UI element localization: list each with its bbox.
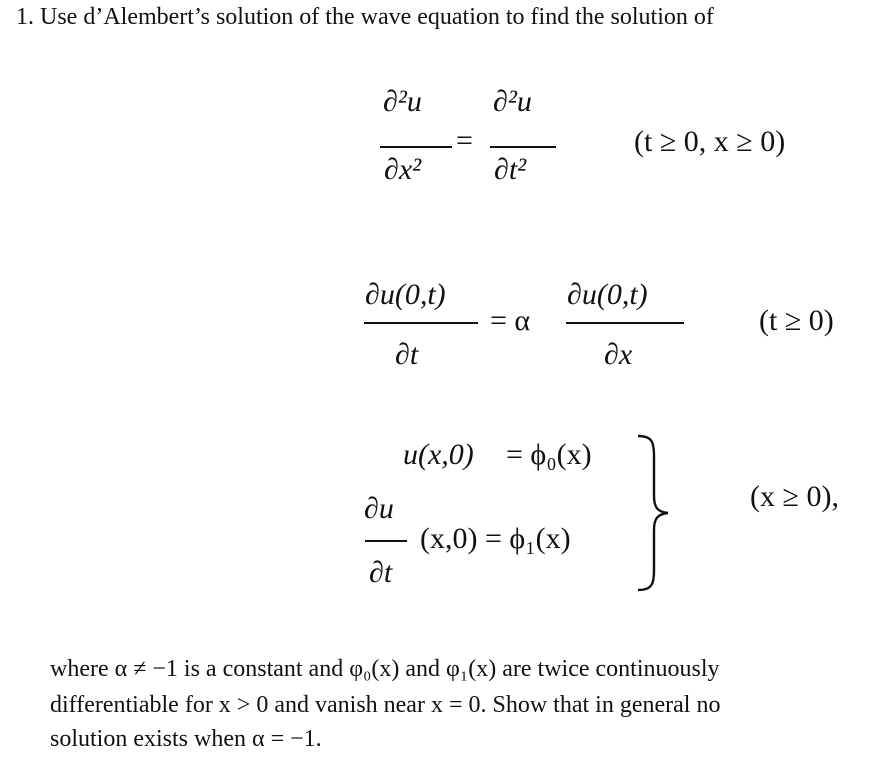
eq3-line1-rhs: = ϕ₀(x) (506, 438, 592, 471)
eq1-rhs-numerator: ∂²u (493, 85, 532, 118)
eq1-condition: (t ≥ 0, x ≥ 0) (634, 125, 786, 158)
problem-intro: Use d’Alembert’s solution of the wave equation to find the solution of (40, 4, 714, 30)
eq2-rhs-numerator: ∂u(0,t) (567, 278, 648, 311)
problem-statement (16, 4, 714, 31)
eq3-line2-denominator: ∂t (369, 556, 393, 589)
problem-number: 1. (16, 4, 34, 30)
eq3-line2-rest: (x,0) = ϕ₁(x) (420, 522, 571, 555)
eq2-equals-alpha: = α (490, 304, 531, 337)
paragraph-line-3: solution exists when α = −1. (50, 726, 322, 752)
eq3-line1-lhs: u(x,0) (403, 438, 474, 471)
eq1-rhs-fraction-bar (490, 146, 556, 148)
eq3-condition: (x ≥ 0), (750, 480, 839, 513)
eq2-lhs-numerator: ∂u(0,t) (365, 278, 446, 311)
eq3-line2-numerator: ∂u (364, 492, 394, 525)
eq3-line2-fraction-bar (365, 540, 407, 542)
paragraph-line-1: where α ≠ −1 is a constant and φ₀(x) and φ₁(x) are twice continuously (50, 656, 720, 682)
eq2-condition: (t ≥ 0) (759, 304, 834, 337)
right-brace-icon (634, 432, 674, 594)
eq1-rhs-denominator: ∂t² (494, 153, 527, 186)
eq1-lhs-denominator: ∂x² (384, 153, 422, 186)
eq1-equals: = (456, 124, 473, 157)
eq2-rhs-fraction-bar (566, 322, 684, 324)
eq2-lhs-fraction-bar (364, 322, 478, 324)
eq1-lhs-fraction-bar (380, 146, 452, 148)
paragraph-line-2: differentiable for x > 0 and vanish near x = 0. Show that in general no (50, 692, 721, 718)
eq2-lhs-denominator: ∂t (395, 338, 419, 371)
eq2-rhs-denominator: ∂x (604, 338, 633, 371)
eq1-lhs-numerator: ∂²u (383, 85, 422, 118)
